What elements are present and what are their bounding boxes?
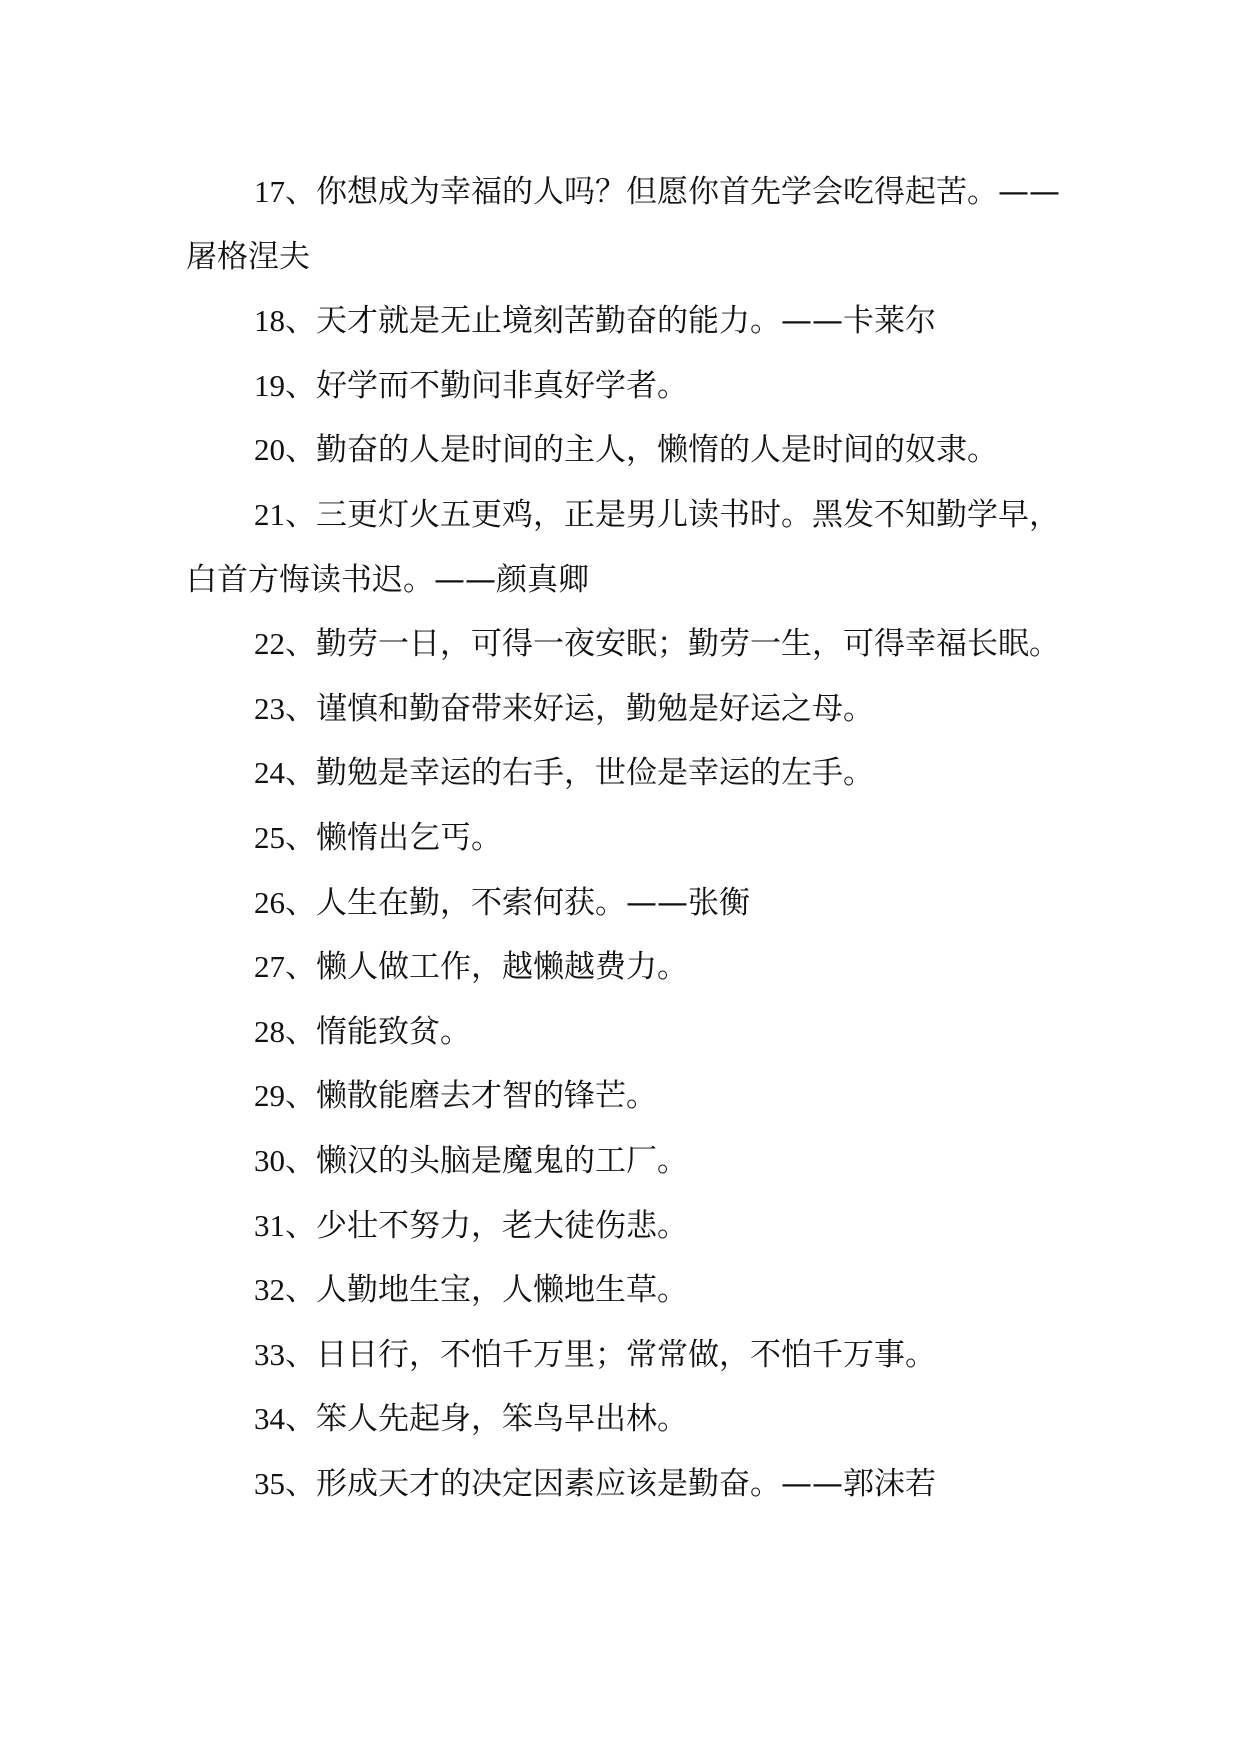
- item-text: 笨人先起身，笨鸟早出林。: [316, 1401, 688, 1438]
- item-text: 惰能致贫。: [316, 1013, 471, 1050]
- list-item: [186, 1387, 1066, 1452]
- list-item: [186, 289, 1066, 354]
- item-text: 天才就是无止境刻苦勤奋的能力。——卡莱尔: [316, 303, 936, 340]
- list-item: [186, 1000, 1066, 1065]
- list-item: [186, 354, 1066, 419]
- item-number: 27、: [254, 949, 316, 985]
- item-number: 20、: [254, 432, 316, 468]
- item-number: 25、: [254, 819, 316, 855]
- item-number: 33、: [254, 1336, 316, 1372]
- item-number: 29、: [254, 1078, 316, 1114]
- item-text: 勤奋的人是时间的主人，懒惰的人是时间的奴隶。: [316, 432, 998, 469]
- list-item: [186, 612, 1066, 677]
- item-number: 31、: [254, 1207, 316, 1243]
- list-item: [186, 160, 1066, 289]
- item-number: 26、: [254, 884, 316, 920]
- list-item: [186, 1064, 1066, 1129]
- item-number: 24、: [254, 755, 316, 791]
- item-number: 22、: [254, 626, 316, 662]
- list-item: [186, 418, 1066, 483]
- list-item: [186, 1452, 1066, 1517]
- item-text: 好学而不勤问非真好学者。: [316, 367, 688, 404]
- list-item: [186, 741, 1066, 806]
- item-text: 勤劳一日，可得一夜安眠；勤劳一生，可得幸福长眠。: [316, 626, 1060, 663]
- item-text: 形成天才的决定因素应该是勤奋。——郭沫若: [316, 1465, 936, 1502]
- item-text: 勤勉是幸运的右手，世俭是幸运的左手。: [316, 755, 874, 792]
- item-number: 19、: [254, 367, 316, 403]
- item-text: 懒散能磨去才智的锋芒。: [316, 1078, 657, 1115]
- item-number: 35、: [254, 1465, 316, 1501]
- list-item: [186, 871, 1066, 936]
- list-item: [186, 1194, 1066, 1259]
- item-text: 懒惰出乞丐。: [316, 819, 502, 856]
- item-number: 23、: [254, 690, 316, 726]
- list-item: [186, 935, 1066, 1000]
- item-text: 谨慎和勤奋带来好运，勤勉是好运之母。: [316, 690, 874, 727]
- list-item: [186, 483, 1066, 612]
- item-number: 18、: [254, 303, 316, 339]
- item-text: 人生在勤，不索何获。——张衡: [316, 884, 750, 921]
- item-number: 21、: [254, 496, 316, 532]
- item-text: 人勤地生宝，人懒地生草。: [316, 1272, 688, 1309]
- item-number: 17、: [254, 174, 316, 209]
- item-text: 懒人做工作，越懒越费力。: [316, 949, 688, 986]
- list-item: [186, 1129, 1066, 1194]
- item-number: 34、: [254, 1401, 316, 1437]
- item-text: 懒汉的头脑是魔鬼的工厂。: [316, 1142, 688, 1179]
- list-item: [186, 677, 1066, 742]
- list-item: [186, 1323, 1066, 1388]
- item-number: 30、: [254, 1142, 316, 1178]
- list-item: [186, 806, 1066, 871]
- item-number: 32、: [254, 1272, 316, 1308]
- quote-list: [186, 160, 1066, 1516]
- item-text: 三更灯火五更鸡，正是男儿读书时。黑发不知勤学早，白首方悔读书迟。——颜真卿: [186, 496, 1060, 598]
- list-item: [186, 1258, 1066, 1323]
- item-text: 你想成为幸福的人吗？但愿你首先学会吃得起苦。——屠格涅夫: [186, 174, 1060, 275]
- item-text: 日日行，不怕千万里；常常做，不怕千万事。: [316, 1336, 936, 1373]
- item-text: 少壮不努力，老大徒伤悲。: [316, 1207, 688, 1244]
- item-number: 28、: [254, 1013, 316, 1049]
